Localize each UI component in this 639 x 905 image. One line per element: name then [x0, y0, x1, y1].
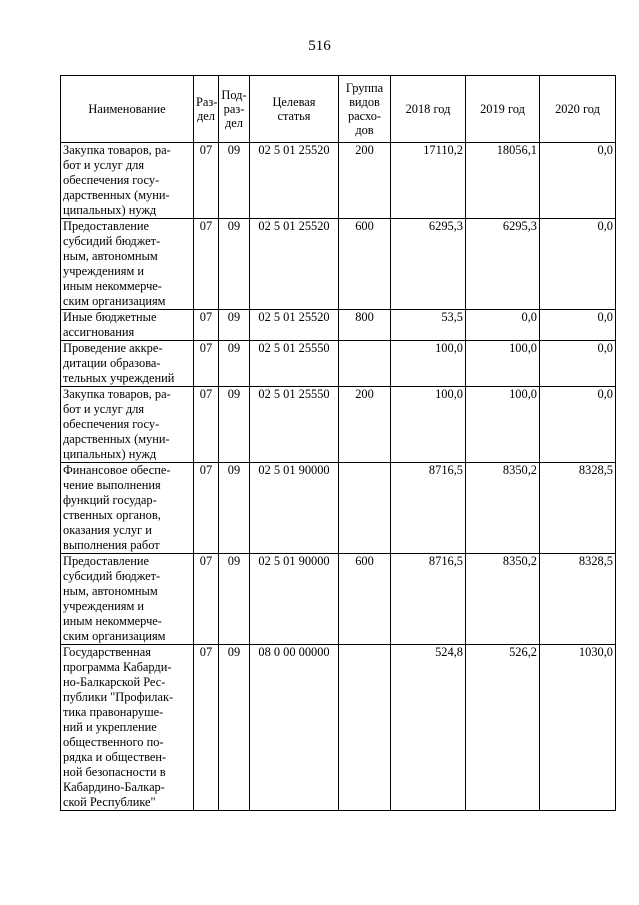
- row-2020: 0,0: [540, 310, 616, 341]
- header-expense-group: Группа видов расхо- дов: [339, 76, 391, 143]
- row-2018: 53,5: [391, 310, 466, 341]
- table-row: [61, 645, 616, 811]
- row-expense-group: [339, 341, 391, 387]
- header-target-article: Целевая статья: [250, 76, 339, 143]
- row-2018: 17110,2: [391, 143, 466, 219]
- row-name: Государственная программа Кабарди- но-Балкарской Рес- публики "Профилак- тика правонаруше- ний и укрепление общественного по- рядка и обществен- ной безопасности в Кабардино-Балкар- ской Республике": [61, 645, 194, 811]
- row-2020: 0,0: [540, 143, 616, 219]
- row-expense-group: 800: [339, 310, 391, 341]
- header-2019: 2019 год: [466, 76, 540, 143]
- table-row: [61, 463, 616, 554]
- row-target-article: 08 0 00 00000: [250, 645, 339, 811]
- row-section: 07: [194, 645, 219, 811]
- row-target-article: 02 5 01 25520: [250, 219, 339, 310]
- row-2019: 8350,2: [466, 463, 540, 554]
- row-expense-group: [339, 463, 391, 554]
- row-name: Финансовое обеспе- чение выполнения функций государ- ственных органов, оказания услуг и выполнения работ: [61, 463, 194, 554]
- row-subsection: 09: [219, 219, 250, 310]
- row-expense-group: 600: [339, 554, 391, 645]
- row-expense-group: [339, 645, 391, 811]
- row-2018: 6295,3: [391, 219, 466, 310]
- header-2020: 2020 год: [540, 76, 616, 143]
- table-row: [61, 143, 616, 219]
- row-subsection: 09: [219, 554, 250, 645]
- row-2019: 100,0: [466, 341, 540, 387]
- row-name: Закупка товаров, ра- бот и услуг для обеспечения госу- дарственных (муни- ципальных) нужд: [61, 387, 194, 463]
- row-subsection: 09: [219, 387, 250, 463]
- row-name: Предоставление субсидий бюджет- ным, автономным учреждениям и иным некоммерче- ским организациям: [61, 219, 194, 310]
- table-row: [61, 310, 616, 341]
- header-2018: 2018 год: [391, 76, 466, 143]
- row-2020: 1030,0: [540, 645, 616, 811]
- row-2020: 0,0: [540, 387, 616, 463]
- row-section: 07: [194, 341, 219, 387]
- row-2019: 6295,3: [466, 219, 540, 310]
- row-name: Предоставление субсидий бюджет- ным, автономным учреждениям и иным некоммерче- ским организациям: [61, 554, 194, 645]
- header-section: Раз- дел: [194, 76, 219, 143]
- row-section: 07: [194, 143, 219, 219]
- header-subsection: Под- раз- дел: [219, 76, 250, 143]
- row-section: 07: [194, 463, 219, 554]
- row-section: 07: [194, 554, 219, 645]
- table-header-row: [61, 76, 616, 143]
- row-2020: 0,0: [540, 341, 616, 387]
- row-subsection: 09: [219, 645, 250, 811]
- row-2018: 100,0: [391, 387, 466, 463]
- row-subsection: 09: [219, 143, 250, 219]
- table-row: [61, 219, 616, 310]
- row-target-article: 02 5 01 90000: [250, 554, 339, 645]
- row-section: 07: [194, 310, 219, 341]
- row-2020: 0,0: [540, 219, 616, 310]
- row-2019: 18056,1: [466, 143, 540, 219]
- row-2020: 8328,5: [540, 554, 616, 645]
- row-section: 07: [194, 219, 219, 310]
- row-2018: 100,0: [391, 341, 466, 387]
- row-subsection: 09: [219, 341, 250, 387]
- row-subsection: 09: [219, 310, 250, 341]
- table-row: [61, 341, 616, 387]
- row-name: Проведение аккре- дитации образова- тельных учреждений: [61, 341, 194, 387]
- row-2018: 524,8: [391, 645, 466, 811]
- header-name: Наименование: [61, 76, 194, 143]
- row-2019: 100,0: [466, 387, 540, 463]
- row-2019: 8350,2: [466, 554, 540, 645]
- row-expense-group: 200: [339, 387, 391, 463]
- row-target-article: 02 5 01 25520: [250, 143, 339, 219]
- row-2019: 0,0: [466, 310, 540, 341]
- row-2019: 526,2: [466, 645, 540, 811]
- row-expense-group: 200: [339, 143, 391, 219]
- budget-table: [60, 75, 616, 811]
- row-target-article: 02 5 01 90000: [250, 463, 339, 554]
- row-section: 07: [194, 387, 219, 463]
- table-row: [61, 387, 616, 463]
- row-2018: 8716,5: [391, 463, 466, 554]
- row-name: Иные бюджетные ассигнования: [61, 310, 194, 341]
- row-target-article: 02 5 01 25520: [250, 310, 339, 341]
- row-name: Закупка товаров, ра- бот и услуг для обеспечения госу- дарственных (муни- ципальных) нужд: [61, 143, 194, 219]
- page-number: 516: [308, 38, 331, 54]
- row-2018: 8716,5: [391, 554, 466, 645]
- row-expense-group: 600: [339, 219, 391, 310]
- row-subsection: 09: [219, 463, 250, 554]
- row-target-article: 02 5 01 25550: [250, 341, 339, 387]
- table-row: [61, 554, 616, 645]
- row-target-article: 02 5 01 25550: [250, 387, 339, 463]
- row-2020: 8328,5: [540, 463, 616, 554]
